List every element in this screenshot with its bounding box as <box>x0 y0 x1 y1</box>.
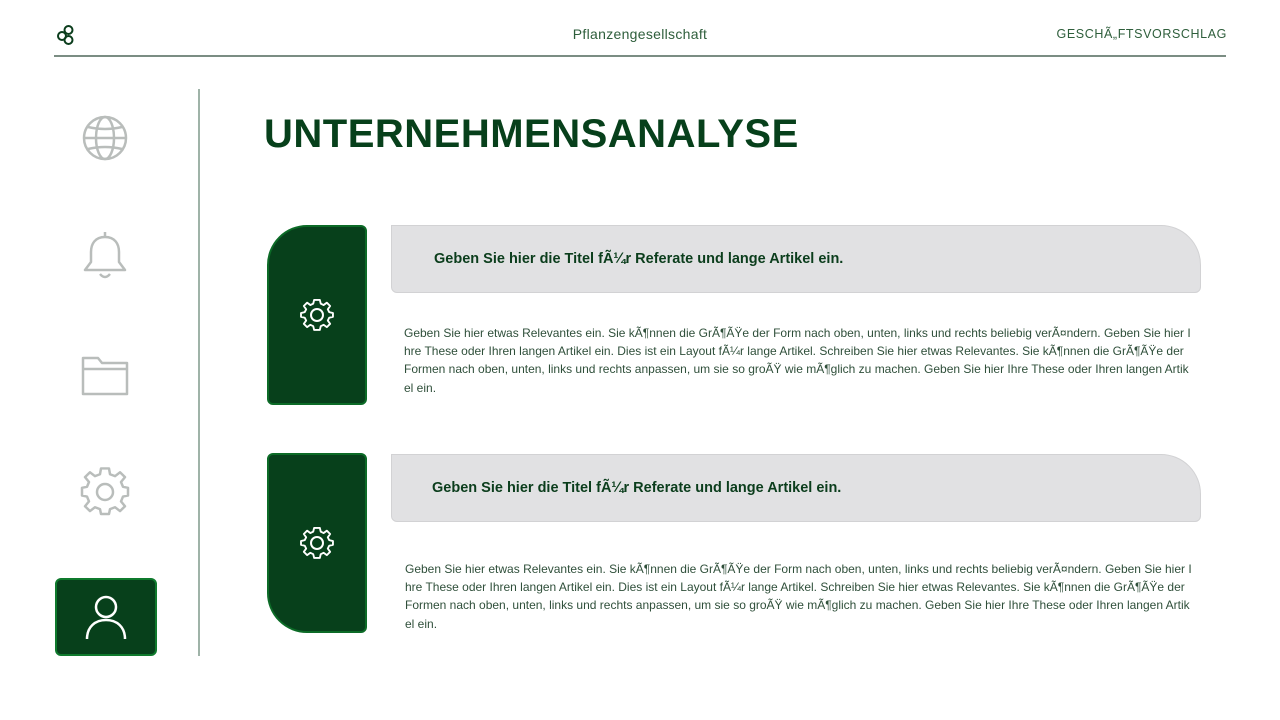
card-body: Geben Sie hier etwas Relevantes ein. Sie kÃ¶nnen die GrÃ¶ÃŸe der Form nach oben, unten, links und rechts beliebig verÃ¤ndern. Geben Sie hier Ihre These oder Ihren langen Artikel ein. Dies ist ein Layout fÃ¼r lange Artikel. Schreiben Sie hier etwas Relevantes. Sie kÃ¶nnen die GrÃ¶ÃŸe der Formen nach oben, unten, links und rechts anpassen, um sie so groÃŸ wie mÃ¶glich zu machen. Geben Sie hier Ihre These oder Ihren langen Artikel ein. <box>405 562 1192 631</box>
sidebar-divider <box>198 89 200 656</box>
bell-icon[interactable] <box>80 230 130 280</box>
globe-icon[interactable] <box>80 113 130 163</box>
user-icon-button[interactable] <box>55 578 157 656</box>
card-heading: Geben Sie hier die Titel fÃ¼r Referate und lange Artikel ein. <box>391 225 1201 293</box>
card-icon-box <box>267 453 367 633</box>
header-right-label: GESCHÃ„FTSVORSCHLAG <box>1056 27 1227 41</box>
user-icon <box>82 593 130 641</box>
gear-icon <box>300 526 334 560</box>
card-heading: Geben Sie hier die Titel fÃ¼r Referate und lange Artikel ein. <box>391 454 1201 522</box>
card-icon-box <box>267 225 367 405</box>
gear-icon[interactable] <box>80 467 130 517</box>
card-body: Geben Sie hier etwas Relevantes ein. Sie kÃ¶nnen die GrÃ¶ÃŸe der Form nach oben, unten, links und rechts beliebig verÃ¤ndern. Geben Sie hier Ihre These oder Ihren langen Artikel ein. Dies ist ein Layout fÃ¼r lange Artikel. Schreiben Sie hier etwas Relevantes. Sie kÃ¶nnen die GrÃ¶ÃŸe der Formen nach oben, unten, links und rechts anpassen, um sie so groÃŸ wie mÃ¶glich zu machen. Geben Sie hier Ihre These oder Ihren langen Artikel ein. <box>404 326 1191 395</box>
header-title: Pflanzengesellschaft <box>572 26 708 42</box>
folder-icon[interactable] <box>80 350 130 400</box>
gear-icon <box>300 298 334 332</box>
header-divider <box>54 55 1226 57</box>
page-title: UNTERNEHMENSANALYSE <box>264 112 799 156</box>
